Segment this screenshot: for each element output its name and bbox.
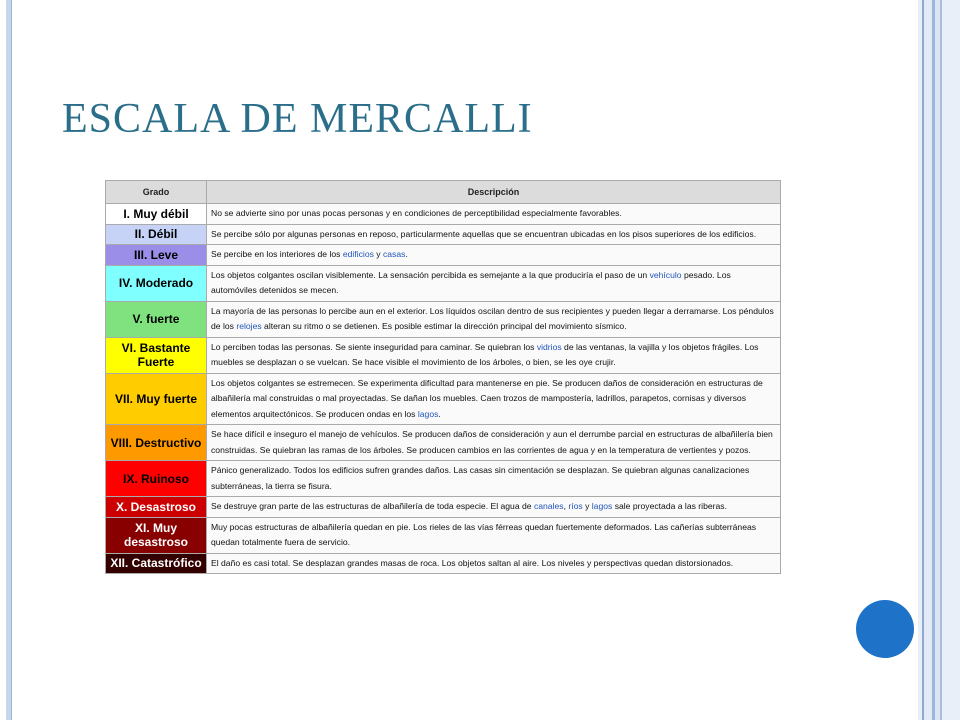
grade-cell: XII. Catastrófico: [106, 553, 207, 574]
table-row: [106, 245, 781, 266]
slide-title: ESCALA DE MERCALLI: [62, 96, 533, 142]
grade-cell: VI. Bastante Fuerte: [106, 337, 207, 373]
description-text: alteran su ritmo o se detienen. Es posible estimar la dirección principal del movimiento sísmico.: [261, 321, 627, 331]
description-link[interactable]: lagos: [417, 408, 439, 419]
description-cell: [207, 497, 781, 518]
description-text: Muy pocas estructuras de albañilería quedan en pie. Los rieles de las vías férreas quedan fuertemente deformados. Las cañerías subterráneas quedan totalmente fuera de servicio.: [211, 521, 757, 547]
table-row: [106, 425, 781, 461]
description-text: y: [582, 501, 592, 511]
description-link[interactable]: vehículo: [649, 269, 682, 280]
description-text: La mayoría de las personas lo percibe aun en el exterior. Los líquidos oscilan dentro de sus recipientes y pueden llegar a derramarse. Los péndulos de los: [211, 305, 774, 331]
table-row: [106, 337, 781, 373]
header-grade: Grado: [106, 181, 207, 204]
description-text: Pánico generalizado. Todos los edificios sufren grandes daños. Las casas sin cimentación se desplazan. Se quiebran algunas canalizaciones subterráneas, la tierra se fisura.: [211, 465, 750, 491]
description-text: Los objetos colgantes oscilan visiblemente. La sensación percibida es semejante a la que produciría el paso de un: [211, 269, 650, 280]
table-header-row: [106, 181, 781, 204]
description-cell: [207, 373, 781, 425]
table-row: [106, 497, 781, 518]
table-row: [106, 461, 781, 497]
description-link[interactable]: ríos: [568, 501, 583, 511]
description-cell: [207, 245, 781, 266]
description-cell: [207, 425, 781, 461]
description-text: Se percibe en los interiores de los: [211, 249, 343, 259]
grade-cell: III. Leve: [106, 245, 207, 266]
slide-left-border: [6, 0, 12, 720]
description-text: de las ventanas, la vajilla y los objetos frágiles. Los muebles se desplazan o se vuelcan. Se hace visible el movimiento de los árboles, o bien, se les oye crujir.: [211, 341, 759, 367]
description-cell: [207, 337, 781, 373]
description-cell: [207, 461, 781, 497]
description-cell: [207, 204, 781, 225]
table-row: [106, 301, 781, 337]
description-link[interactable]: edificios: [342, 249, 374, 259]
grade-cell: II. Débil: [106, 224, 207, 245]
grade-cell: IX. Ruinoso: [106, 461, 207, 497]
description-cell: [207, 224, 781, 245]
description-link[interactable]: canales: [533, 501, 564, 511]
table-row: [106, 373, 781, 425]
description-text: ,: [563, 501, 569, 511]
description-link[interactable]: vidrios: [536, 341, 562, 352]
grade-cell: VII. Muy fuerte: [106, 373, 207, 425]
description-text: Se percibe sólo por algunas personas en reposo, particularmente aquellas que se encuentran ubicadas en los pisos superiores de los edificios.: [211, 228, 757, 239]
description-text: Lo perciben todas las personas. Se siente inseguridad para caminar. Se quiebran los: [211, 341, 537, 352]
table-row: [106, 224, 781, 245]
description-link[interactable]: lagos: [591, 501, 613, 511]
table-row: [106, 265, 781, 301]
description-text: Se hace difícil e inseguro el manejo de vehículos. Se producen daños de consideración y aun el derrumbe parcial en estructuras de albañilería bien construidas. Se quiebran las ramas de los árboles. Se producen cambios en las corrientes de agua y en la temperatura de vertientes y pozos.: [211, 429, 773, 455]
description-cell: [207, 517, 781, 553]
grade-cell: I. Muy débil: [106, 204, 207, 225]
table-row: [106, 517, 781, 553]
description-text: Los objetos colgantes se estremecen. Se experimenta dificultad para mantenerse en pie. Se producen daños de consideración en estructuras de albañilería mal construidas o mal proyectadas. Se dañan los muebles. Caen trozos de mampostería, ladrillos, parapetos, cornisas y diversos elementos arquitectónicos. Se producen ondas en los: [211, 377, 763, 419]
header-description: Descripción: [207, 181, 781, 204]
description-cell: [207, 553, 781, 574]
description-text: Se destruye gran parte de las estructuras de albañilería de toda especie. El agua de: [211, 501, 534, 511]
grade-cell: V. fuerte: [106, 301, 207, 337]
grade-cell: IV. Moderado: [106, 265, 207, 301]
description-text: .: [405, 249, 408, 259]
table-row: [106, 553, 781, 574]
description-text: No se advierte sino por unas pocas personas y en condiciones de perceptibilidad especialmente favorables.: [211, 208, 622, 218]
description-text: sale proyectada a las riberas.: [612, 501, 727, 511]
table-row: [106, 204, 781, 225]
description-text: .: [438, 408, 441, 419]
description-text: pesado. Los automóviles detenidos se mecen.: [211, 269, 731, 295]
grade-cell: XI. Muy desastroso: [106, 517, 207, 553]
grade-cell: X. Desastroso: [106, 497, 207, 518]
mercalli-table: [105, 180, 781, 574]
description-link[interactable]: casas: [382, 249, 406, 259]
grade-cell: VIII. Destructivo: [106, 425, 207, 461]
description-link[interactable]: relojes: [236, 321, 262, 331]
slide-right-border: [918, 0, 960, 720]
decorative-circle: [856, 600, 914, 658]
description-cell: [207, 265, 781, 301]
table-body: [106, 204, 781, 574]
description-text: El daño es casi total. Se desplazan grandes masas de roca. Los objetos saltan al aire. Los niveles y perspectivas quedan distorsionados.: [211, 557, 734, 568]
description-text: y: [373, 249, 383, 259]
description-cell: [207, 301, 781, 337]
